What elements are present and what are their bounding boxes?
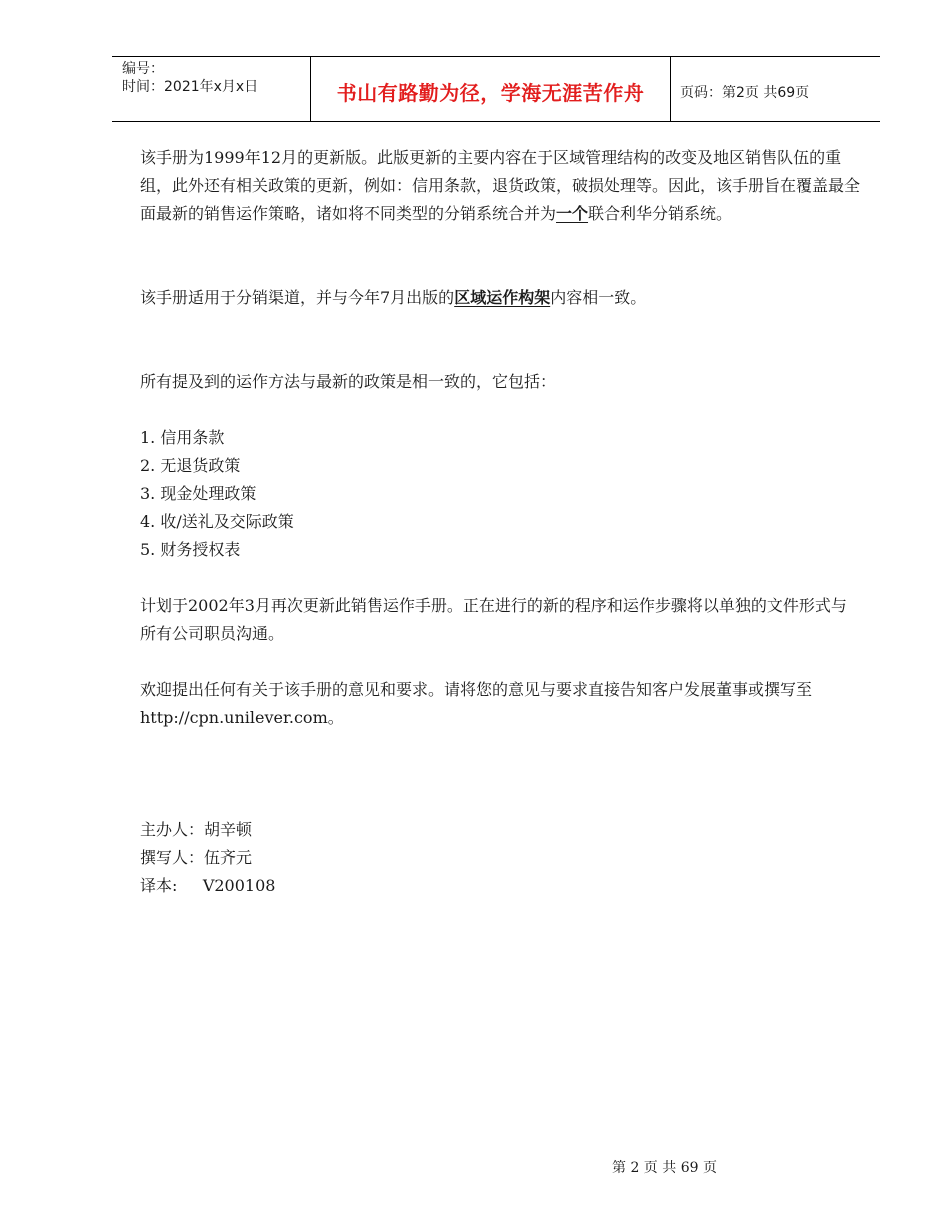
sponsor-line: 主办人：胡辛顿 bbox=[140, 820, 253, 839]
scope-text-end: 内容相一致。 bbox=[550, 288, 647, 307]
intro-paragraph bbox=[140, 144, 860, 228]
header-left bbox=[122, 60, 258, 96]
list-item: 3. 现金处理政策 bbox=[140, 484, 257, 503]
version-line: 译本: V200108 bbox=[140, 876, 276, 895]
scope-emphasis-link[interactable]: 区域运作构架 bbox=[454, 288, 551, 307]
list-item: 4. 收/送礼及交际政策 bbox=[140, 512, 294, 531]
list-item: 1. 信用条款 bbox=[140, 428, 225, 447]
intro-text: 该手册为1999年12月的更新版。此版更新的主要内容在于区域管理结构的改变及地区销售队伍的重组，此外还有相关政策的更新，例如：信用条款，退货政策，破损处理等。因此，该手册旨在覆盖最全面最新的销售运作策略，诸如将不同类型的分销系统合并为 bbox=[140, 148, 861, 223]
page-header bbox=[112, 56, 880, 122]
list-item: 2. 无退货政策 bbox=[140, 456, 241, 475]
intro-text-end: 联合利华分销系统。 bbox=[588, 204, 733, 223]
writer-line: 撰写人：伍齐元 bbox=[140, 848, 253, 867]
feedback-paragraph: 欢迎提出任何有关于该手册的意见和要求。请将您的意见与要求直接告知客户发展董事或撰写至 http://cpn.unilever.com。 bbox=[140, 680, 813, 727]
update-plan-paragraph: 计划于2002年3月再次更新此销售运作手册。正在进行的新的程序和运作步骤将以单独的文件形式与所有公司职员沟通。 bbox=[140, 596, 847, 643]
header-page-label: 页码：第2页 共69页 bbox=[680, 85, 810, 101]
page-footer: 第 2 页 共 69 页 bbox=[612, 1160, 717, 1176]
serial-label: 编号： bbox=[122, 61, 164, 77]
scope-paragraph bbox=[140, 284, 860, 312]
list-item: 5. 财务授权表 bbox=[140, 540, 241, 559]
policy-list bbox=[140, 424, 860, 564]
intro-emphasis: 一个 bbox=[556, 204, 589, 223]
policies-intro: 所有提及到的运作方法与最新的政策是相一致的，它包括： bbox=[140, 372, 557, 391]
signature-block bbox=[140, 816, 860, 900]
time-label: 时间：2021年x月x日 bbox=[122, 79, 259, 95]
header-divider bbox=[670, 57, 671, 121]
header-motto: 书山有路勤为径，学海无涯苦作舟 bbox=[336, 81, 645, 105]
scope-text: 该手册适用于分销渠道，并与今年7月出版的 bbox=[140, 288, 455, 307]
